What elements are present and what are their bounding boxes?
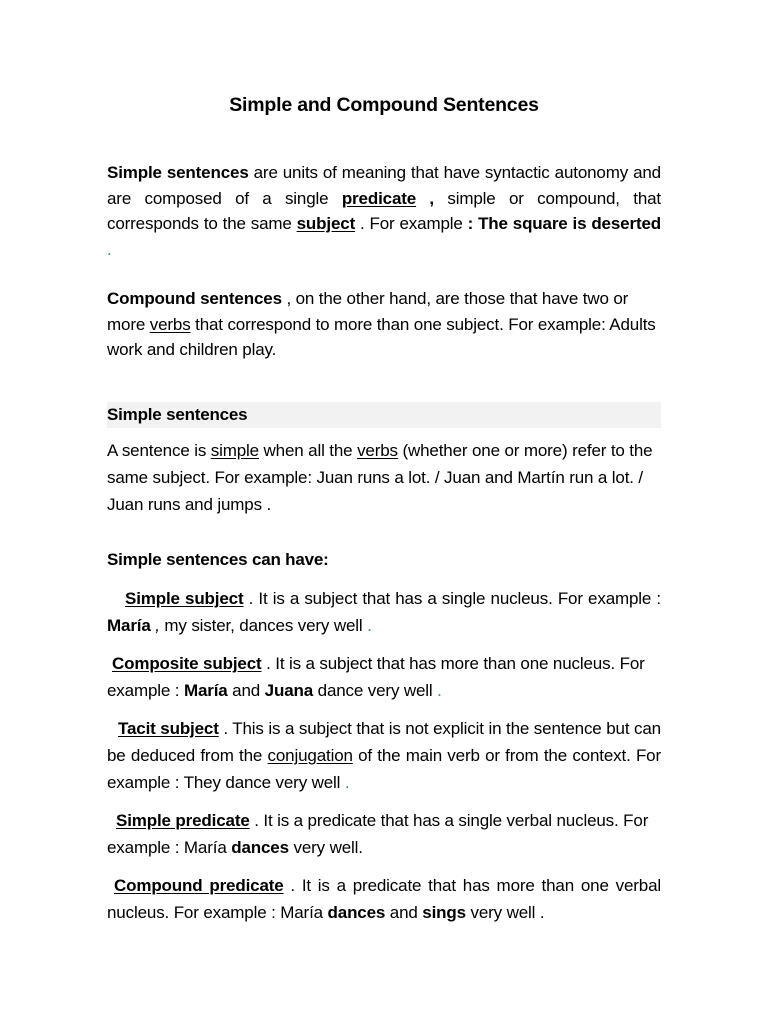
term-compound-sentences: Compound sentences [107,289,282,308]
document-title: Simple and Compound Sentences [229,94,539,116]
link-verbs-2[interactable]: verbs [357,441,398,460]
link-predicate[interactable]: predicate [341,188,417,208]
item-compound-predicate: Compound predicate . It is a predicate that has more than one verbal nucleus. For example : María dances and sings very well . [107,876,661,922]
link-simple-predicate[interactable]: Simple predicate [116,811,250,830]
example-square-deserted: The square is deserted [473,214,661,233]
item-simple-predicate: Simple predicate . It is a predicate that has a single verbal nucleus. For example : María dances very well. [107,811,649,857]
paragraph-compound-sentences-definition: Compound sentences , on the other hand, are those that have two or more verbs that correspond to more than one subject. For example: Adults work and children play. [107,289,656,359]
link-composite-subject[interactable]: Composite subject [112,654,262,673]
item-composite-subject: Composite subject . It is a subject that has more than one nucleus. For example : María and Juana dance very well . [107,654,645,700]
section-heading-simple-sentences: Simple sentences [107,405,248,424]
term-simple-sentences: Simple sentences [107,163,249,182]
paragraph-simple-sentences-definition: Simple sentences are units of meaning that have syntactic autonomy and are composed of a single predicate , simple or compound, that corresponds to the same subject . For example : The square is deserted . [107,163,661,259]
link-tacit-subject[interactable]: Tacit subject [118,719,219,738]
link-compound-predicate[interactable]: Compound predicate [114,876,284,895]
link-verbs[interactable]: verbs [149,314,191,334]
paragraph-simple-sentence-explanation: A sentence is simple when all the verbs (whether one or more) refer to the same subject. For example: Juan runs a lot. / Juan and Martín run a lot. / Juan runs and jumps . [107,441,653,514]
link-conjugation[interactable]: conjugation [267,746,353,765]
link-simple-subject[interactable]: Simple subject [125,589,244,608]
item-tacit-subject: Tacit subject . This is a subject that is not explicit in the sentence but can be deduced from the conjugation of the main verb or from the context. For example : They dance very well . [107,719,661,792]
item-simple-subject: Simple subject . It is a subject that has a single nucleus. For example : María , my sister, dances very well . [107,589,661,635]
link-subject[interactable]: subject [296,214,356,233]
link-simple[interactable]: simple [210,441,259,460]
subheading-simple-sentences-can-have: Simple sentences can have: [107,550,329,569]
